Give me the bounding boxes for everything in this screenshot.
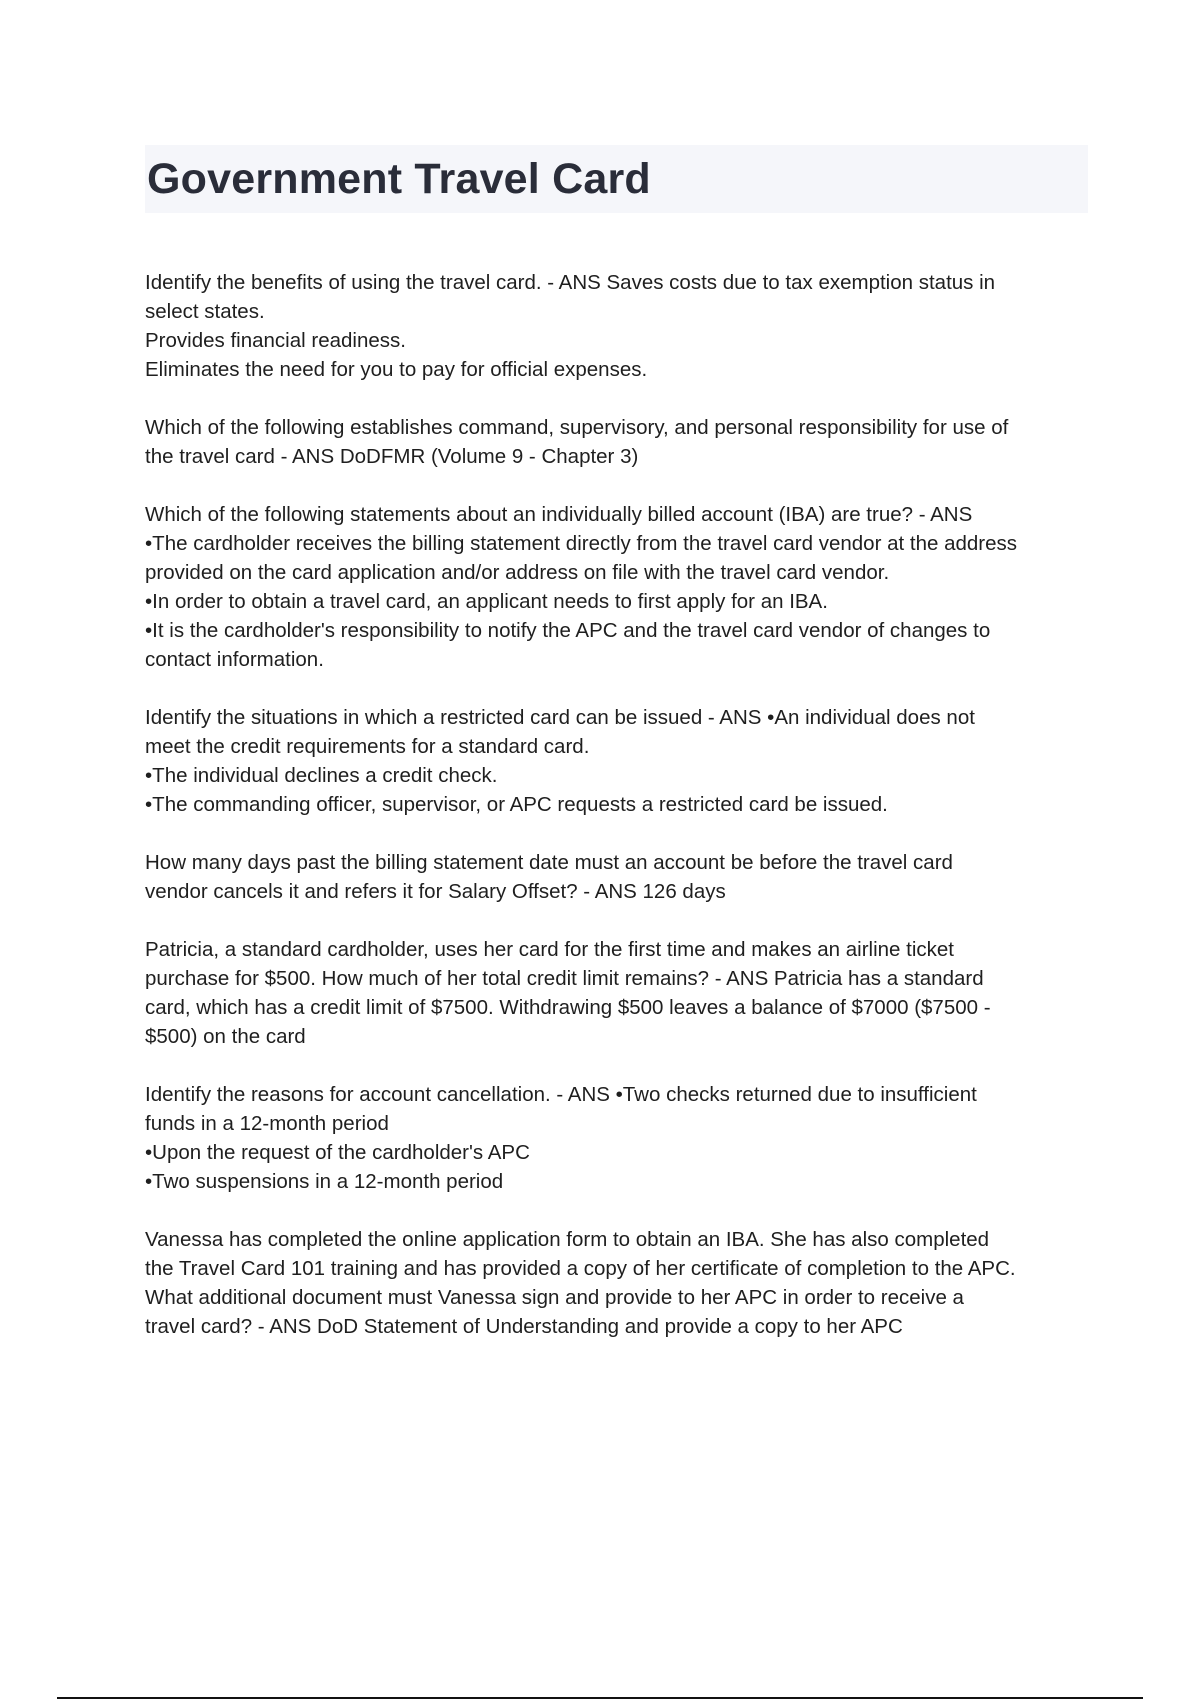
qa-line: the Travel Card 101 training and has provided a copy of her certificate of completion to the APC. (145, 1257, 1016, 1280)
qa-line: contact information. (145, 648, 324, 671)
page-title: Government Travel Card (147, 155, 651, 203)
qa-line: travel card? - ANS DoD Statement of Understanding and provide a copy to her APC (145, 1315, 903, 1338)
qa-block (145, 1225, 1095, 1341)
qa-content (145, 268, 1095, 1370)
qa-line: select states. (145, 300, 265, 323)
qa-line: Provides financial readiness. (145, 329, 406, 352)
qa-line: $500) on the card (145, 1025, 306, 1048)
qa-line: What additional document must Vanessa sign and provide to her APC in order to receive a (145, 1286, 964, 1309)
qa-block (145, 848, 1095, 906)
qa-line: •It is the cardholder's responsibility to notify the APC and the travel card vendor of changes to (145, 619, 991, 642)
qa-line: provided on the card application and/or address on file with the travel card vendor. (145, 561, 890, 584)
qa-line: Eliminates the need for you to pay for official expenses. (145, 358, 648, 381)
qa-line: Identify the benefits of using the travel card. - ANS Saves costs due to tax exemption status in (145, 271, 996, 294)
qa-block (145, 1080, 1095, 1196)
qa-block (145, 268, 1095, 384)
qa-line: the travel card - ANS DoDFMR (Volume 9 - Chapter 3) (145, 445, 639, 468)
qa-line: Which of the following establishes command, supervisory, and personal responsibility for use of (145, 416, 1009, 439)
qa-line: purchase for $500. How much of her total credit limit remains? - ANS Patricia has a standard (145, 967, 984, 990)
qa-line: •Upon the request of the cardholder's APC (145, 1141, 530, 1164)
qa-line: Patricia, a standard cardholder, uses her card for the first time and makes an airline ticket (145, 938, 954, 961)
qa-block (145, 703, 1095, 819)
title-banner (145, 145, 1088, 213)
qa-line: vendor cancels it and refers it for Salary Offset? - ANS 126 days (145, 880, 726, 903)
qa-line: •The commanding officer, supervisor, or APC requests a restricted card be issued. (145, 793, 888, 816)
qa-line: •Two suspensions in a 12-month period (145, 1170, 504, 1193)
qa-line: card, which has a credit limit of $7500. Withdrawing $500 leaves a balance of $7000 ($7500 - (145, 996, 991, 1019)
qa-block (145, 413, 1095, 471)
qa-line: Identify the situations in which a restricted card can be issued - ANS •An individual does not (145, 706, 975, 729)
qa-line: How many days past the billing statement date must an account be before the travel card (145, 851, 953, 874)
qa-line: Which of the following statements about an individually billed account (IBA) are true? - ANS (145, 503, 973, 526)
qa-block (145, 500, 1095, 674)
qa-block (145, 935, 1095, 1051)
qa-line: Vanessa has completed the online application form to obtain an IBA. She has also completed (145, 1228, 990, 1251)
footer-divider (57, 1697, 1143, 1699)
qa-line: funds in a 12-month period (145, 1112, 389, 1135)
qa-line: Identify the reasons for account cancellation. - ANS •Two checks returned due to insufficient (145, 1083, 977, 1106)
qa-line: •In order to obtain a travel card, an applicant needs to first apply for an IBA. (145, 590, 828, 613)
qa-line: •The individual declines a credit check. (145, 764, 498, 787)
qa-line: meet the credit requirements for a standard card. (145, 735, 590, 758)
qa-line: •The cardholder receives the billing statement directly from the travel card vendor at the address (145, 532, 1018, 555)
